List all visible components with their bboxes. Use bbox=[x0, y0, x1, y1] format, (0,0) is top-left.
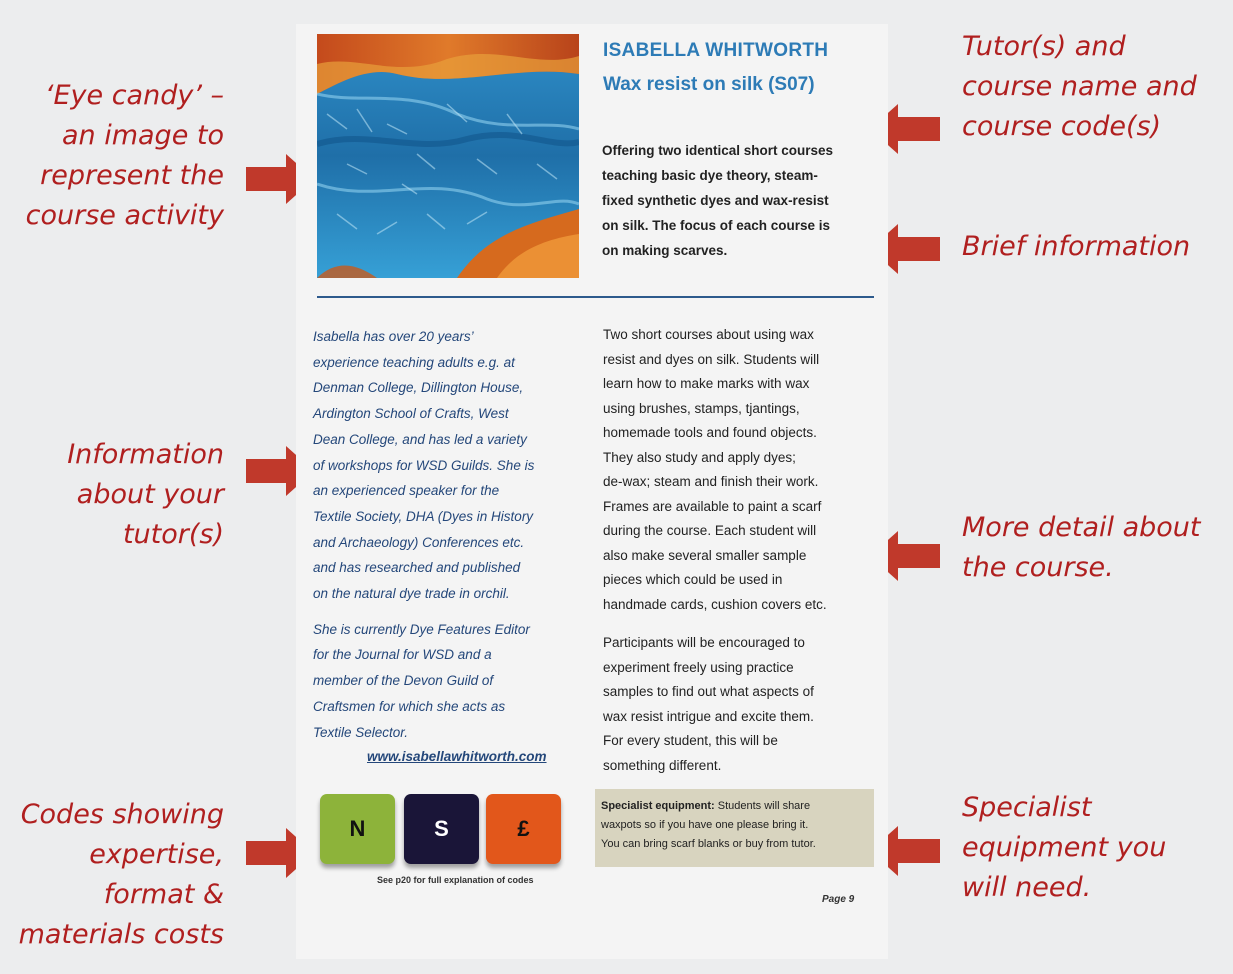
specialist-equipment-box: Specialist equipment: Students will share waxpots so if you have one please bring it. You can bring scarf blanks or buy from tutor. bbox=[595, 789, 874, 867]
code-badge-materials-cost: £ bbox=[486, 794, 561, 864]
course-image bbox=[317, 34, 579, 278]
annotation-codes: Codes showing expertise, format & materials costs bbox=[18, 799, 224, 950]
annotation-brief: Brief information bbox=[962, 231, 1191, 262]
annotation-more-detail: More detail about the course. bbox=[962, 512, 1201, 583]
code-explanation-note: See p20 for full explanation of codes bbox=[377, 875, 534, 885]
course-detail: Two short courses about using wax resist and dyes on silk. Students will learn how to make marks with wax using brushes, stamps, tjantings, homemade tools and found objects. They also study and apply dyes; de-wax; steam and finish their work. Frames are available to paint a scarf during the course. Each student will also make several smaller sample pieces which could be used in handmade cards, cushion covers etc. Participants will be encouraged to experiment freely using practice samples to find out what aspects of wax resist intrigue and excite them. For every student, this will be something different. bbox=[603, 327, 827, 773]
annotation-specialist: Specialist equipment you will need. bbox=[962, 792, 1167, 903]
brief-information: Offering two identical short courses teaching basic dye theory, steam- fixed synthetic dyes and wax-resist on silk. The focus of each course is on making scarves. bbox=[602, 143, 834, 258]
code-badge-expertise: N bbox=[320, 794, 395, 864]
annotation-eye-candy: ‘Eye candy’ – an image to represent the course activity bbox=[25, 80, 224, 231]
page-number: Page 9 bbox=[822, 894, 855, 905]
course-title: Wax resist on silk (S07) bbox=[603, 74, 815, 95]
tutor-name: ISABELLA WHITWORTH bbox=[603, 40, 829, 61]
tutor-bio: Isabella has over 20 years’ experience teaching adults e.g. at Denman College, Dillington House, Ardington School of Crafts, West Dean College, and has led a variety of workshops for WSD Guilds. She is an experienced speaker for the Textile Society, DHA (Dyes in History and Archaeology) Conferences etc. and has researched and published on the natural dye trade in orchil. She is currently Dye Features Editor for the Journal for WSD and a member of the Devon Guild of Craftsmen for which she acts as Textile Selector. bbox=[313, 329, 535, 740]
annotation-tutor-info: Information about your tutor(s) bbox=[67, 439, 224, 550]
tutor-website-link[interactable]: www.isabellawhitworth.com bbox=[367, 749, 547, 764]
code-badge-format: S bbox=[404, 794, 479, 864]
annotation-tutor-course: Tutor(s) and course name and course code(s) bbox=[962, 31, 1197, 142]
section-divider bbox=[317, 296, 874, 298]
